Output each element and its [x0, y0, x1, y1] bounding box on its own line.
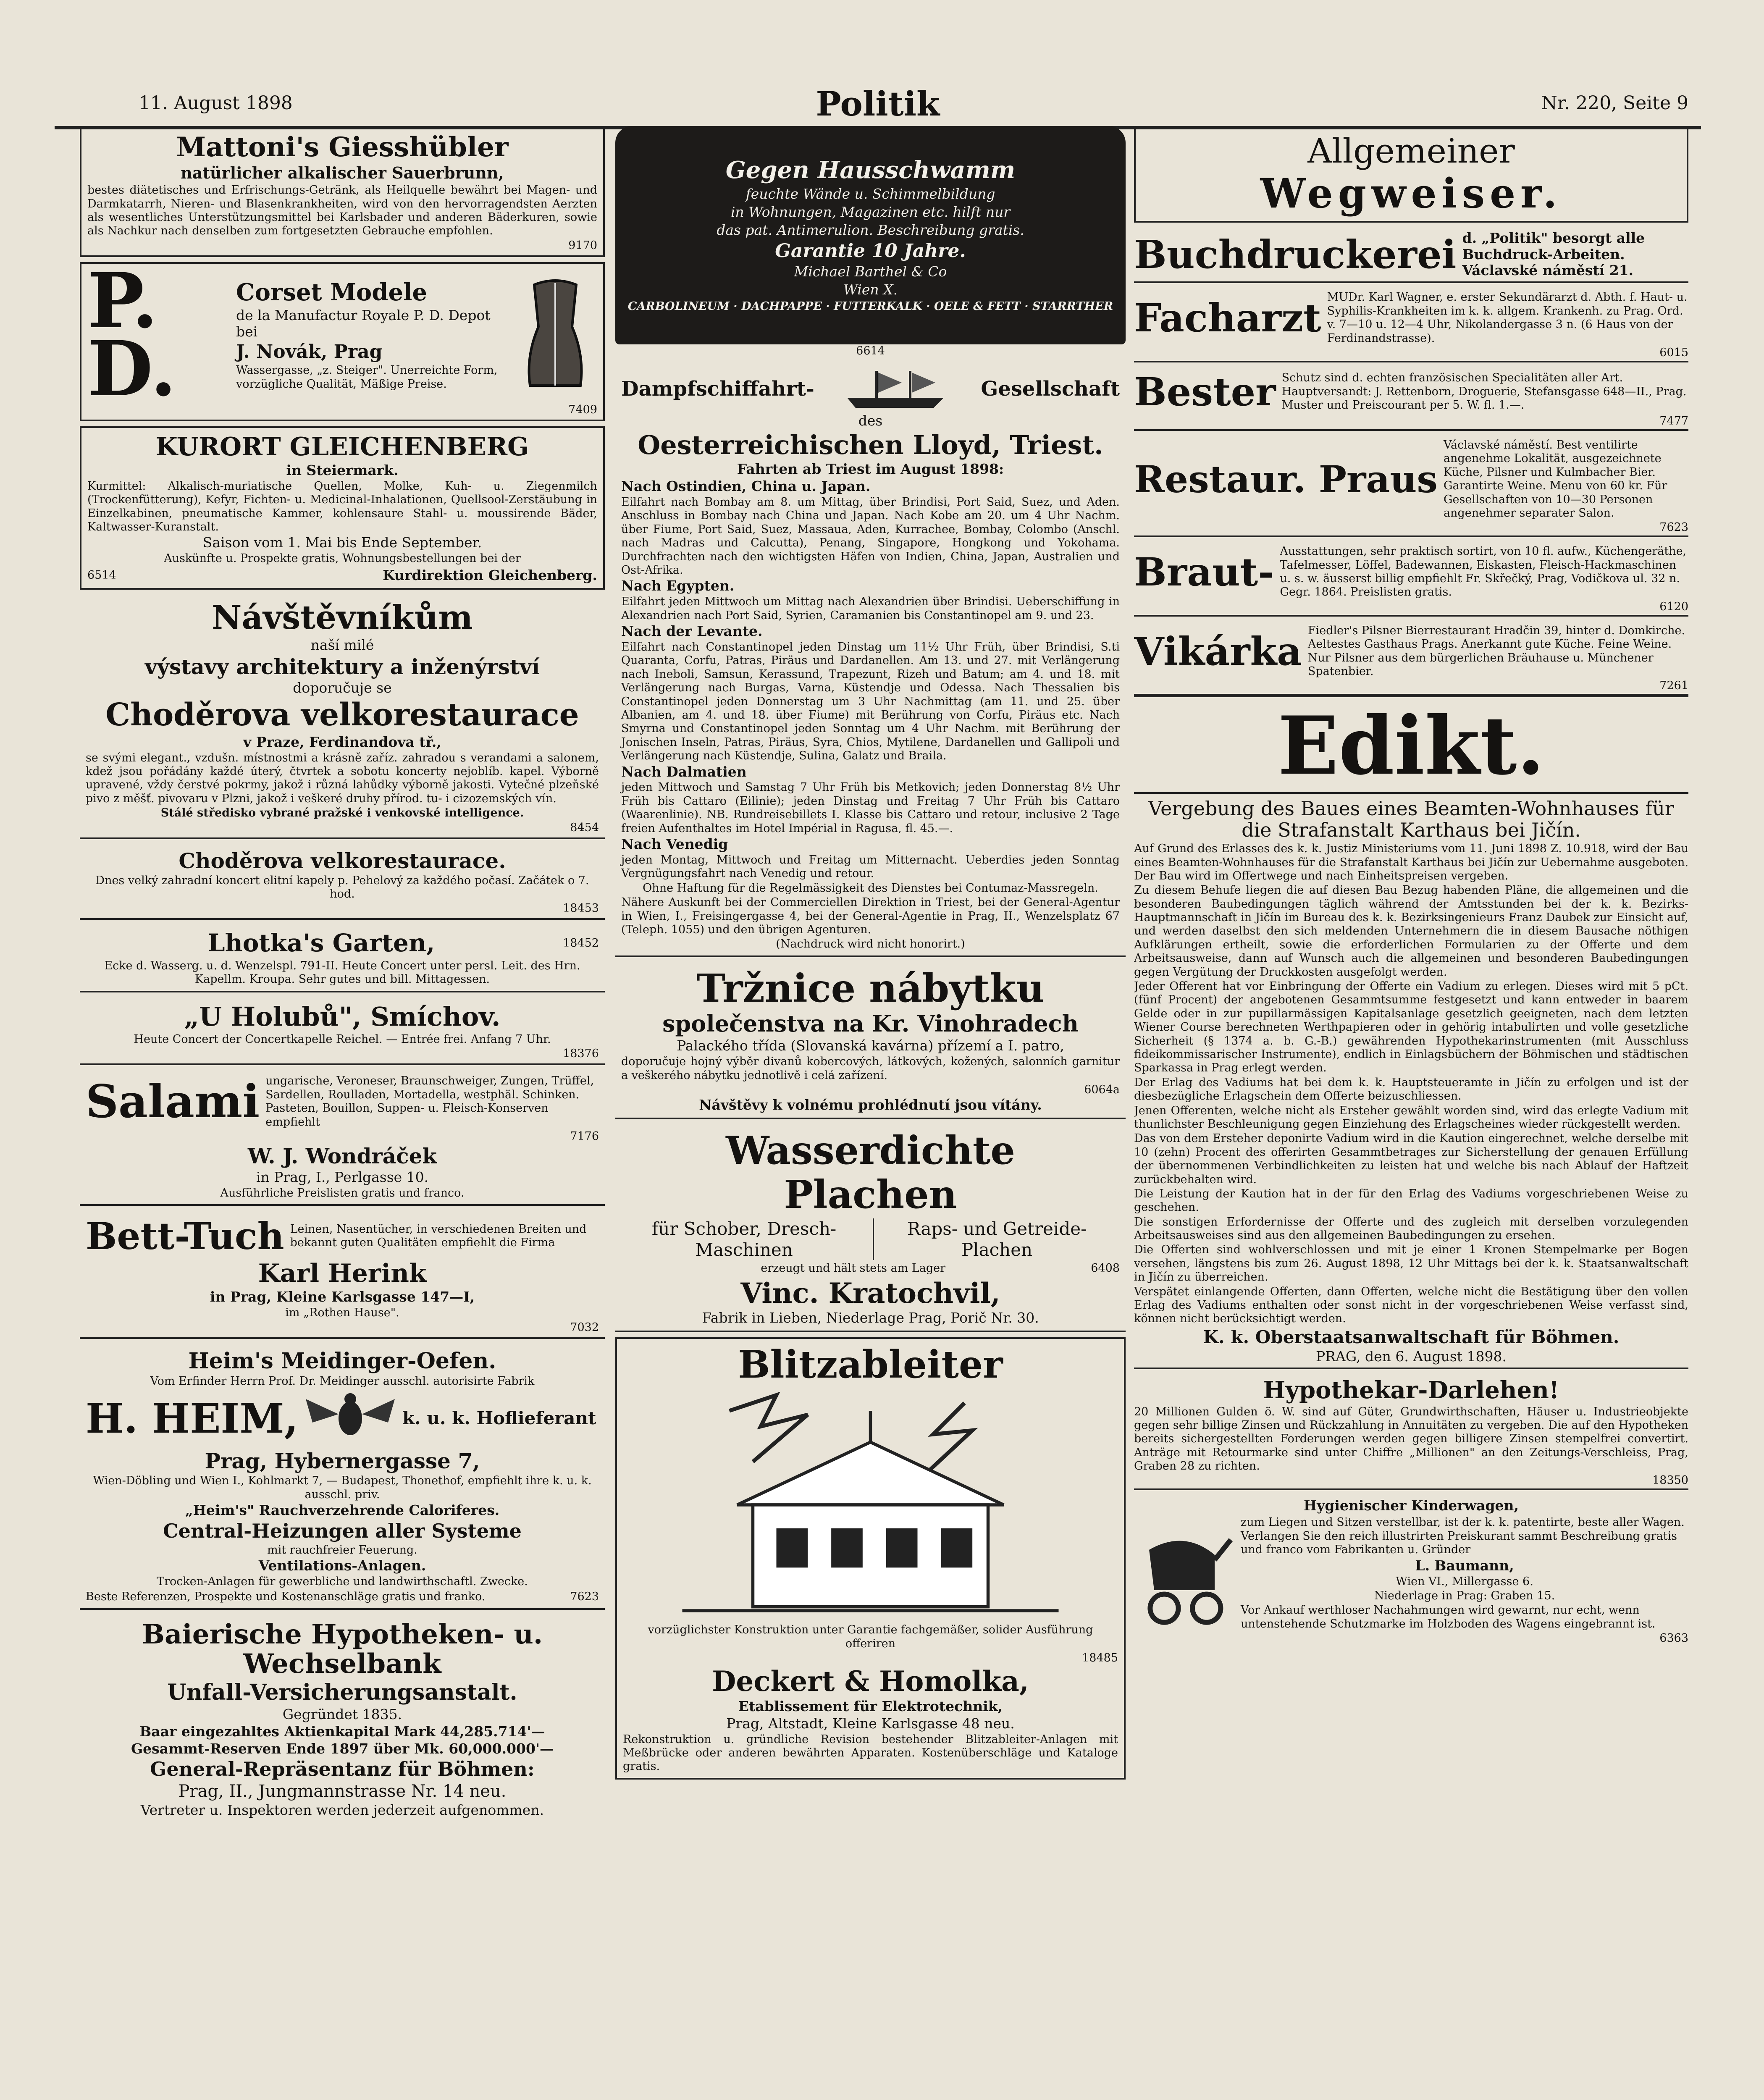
ad-line: Michael Barthel & Co [794, 263, 947, 280]
ad-body: Schutz sind d. echten französischen Specialitäten aller Art. Hauptversandt: J. Rettenborn, Droguerie, Stefansgasse 648—II., Prag. Muster und Preiscourant per 5. W. fl. 1.—. [1281, 371, 1687, 412]
ad-tail: Stálé středisko vybrané pražské i venkovské intelligence. [160, 806, 524, 820]
edict-heading: Vergebung des Baues eines Beamten-Wohnhauses für die Strafanstalt Karthaus bei Jičín. [1148, 797, 1674, 841]
ad-line: in Wohnungen, Magazinen etc. hilft nur [730, 204, 1011, 220]
ad-code: 6120 [1659, 600, 1688, 613]
ad-body: Ausstattungen, sehr praktisch sortirt, von 10 fl. aufw., Küchengeräthe, Tafelmesser, Löffel, Badewannen, Eiskasten, Fleisch-Hackmaschinen u. s. w. äusserst billig empfiehlt Fr. Skřečký, Prag, Vodičkova ul. 32 n. Gegr. 1864. Preislisten gratis. [1280, 545, 1687, 599]
issue-number: Nr. 220, Seite 9 [1541, 92, 1688, 114]
ad-agent: Niederlage in Prag: Graben 15. [1374, 1589, 1555, 1602]
ad-made: erzeugt und hält stets am Lager [761, 1262, 946, 1275]
ad-kinderwagen [1134, 1495, 1688, 1646]
edict-paragraph: Auf Grund des Erlasses des k. k. Justiz Ministeriums vom 11. Juni 1898 Z. 10.918, wird der Bau eines Beamten-Wohnhauses für die Strafanstalt Karthaus bei Jičín zur Uebernahme ausgeboten. Der Bau wird im Offertwege und nach Einheitspreisen vergeben. [1134, 842, 1688, 882]
ad-line: Wassergasse, „z. Steiger". Unerreichte Form, vorzügliche Qualität, Mäßige Preise. [236, 364, 498, 391]
ad-title: Tržnice nábytku [696, 965, 1045, 1011]
edict [1134, 702, 1688, 1369]
ad-body: Kurmittel: Alkalisch-muriatische Quellen, Molke, Kuh- u. Ziegenmilch (Trockenfütterung), Kefyr, Fichten- u. Medicinal-Inhalationen, Quellsool-Zerstäubung in Einzelkabinen, pneumatische Kammer, kohlensaure Stahl- u. moussirende Bäder, Kaltwasser-Kuranstalt. [87, 479, 597, 533]
ad-est: Etablissement für Elektrotechnik, [738, 1698, 1003, 1714]
ad-sub: Vom Erfinder Herrn Prof. Dr. Meidinger ausschl. autorisirte Fabrik [150, 1374, 535, 1388]
ad-des: des [858, 412, 883, 429]
ad-name: Choděrova velkorestaurace [105, 697, 579, 733]
ad-sub: společenstva na Kr. Vinohradech [662, 1010, 1079, 1037]
ad-address: in Prag, I., Perlgasse 10. [256, 1169, 429, 1185]
route-head: Nach Dalmatien [621, 763, 747, 780]
ad-word: Braut- [1134, 549, 1274, 595]
ad-title: Hygienischer Kinderwagen, [1303, 1497, 1519, 1514]
ad-body: Leinen, Nasentücher, in verschiedenen Breiten und bekannt guten Qualitäten empfiehlt die Firma [290, 1222, 587, 1250]
ad-plachen [615, 1124, 1126, 1332]
ad-code: 7032 [570, 1320, 599, 1334]
ad-firm: L. Baumann, [1415, 1557, 1514, 1574]
ad-code: 7409 [568, 403, 597, 416]
ad-word: Salami [86, 1075, 260, 1129]
ad-holubu [80, 998, 605, 1066]
ad-line: Garantie 10 Jahre. [775, 240, 966, 262]
route-head: Nach der Levante. [621, 623, 763, 640]
ad-betttuch [80, 1211, 605, 1339]
ad-head: Dampfschiffahrt- [621, 377, 814, 401]
ad-salami [80, 1070, 605, 1206]
ad-word: Bester [1134, 369, 1276, 415]
column-left [80, 126, 605, 2100]
ad-general: General-Repräsentanz für Böhmen: [150, 1758, 535, 1781]
route-head: Nach Venedig [621, 836, 728, 853]
ad-heim [80, 1344, 605, 1610]
ad-hypothekar [1134, 1374, 1688, 1491]
ad-tail: Návštěvy k volnému prohlédnutí jsou vítány. [699, 1096, 1042, 1113]
ad-list: ungarische, Veroneser, Braunschweiger, Zungen, Trüffel, Sardellen, Roulladen, Mortadella, westphäl. Schinken. Pasteten, Bouillon, Suppen- u. Fleisch-Konserven empfiehlt [265, 1074, 594, 1129]
ad-line: výstavy architektury a inženýrství [145, 654, 540, 680]
ad-title: Mattoni's Giesshübler [176, 131, 509, 163]
ad-note: Ohne Haftung für die Regelmässigkeit des Dienstes bei Contumaz-Massregeln. [643, 881, 1098, 895]
route-body: Eilfahrt nach Constantinopel jeden Dinstag um 11½ Uhr Früh, über Brindisi, S.ti Quaranta, Corfu, Patras, Piräus und Dardanellen. Am 13. und 27. mit Verlängerung nach Ineboli, Samsun, Kerassund, Trapezunt, Rizeh und Batum; am 4. und 18. mit Verlängerung nach Burgas, Varna, Küstendje und Odessa. Nach Thessalien bis Constantinopel jeden Donnerstag um 3 Uhr Nachmittag (am 11. und 25. über Albanien, am 4. und 18. über Fiume) mit Berührung von Corfu, Piräus etc. Nach Smyrna und Constantinopel jeden Sonntag um 4 Uhr Nachm. mit Berührung der Jonischen Inseln, Patras, Piräus, Syra, Chios, Mytilene, Dardanellen und Gallipoli und Verlängerung nach Küstendje, Sulina, Galatz und Braila. [621, 640, 1120, 763]
ad-vikarka [1134, 622, 1688, 698]
ad-lloyd [615, 362, 1126, 957]
ad-body: d. „Politik" besorgt alle Buchdruck-Arbeiten. Václavské náměstí 21. [1462, 229, 1645, 279]
ad-name: Choděrova velkorestaurace. [178, 848, 506, 873]
ad-code: 7623 [1659, 521, 1688, 534]
ship-icon [843, 366, 952, 412]
edict-place: PRAG, den 6. August 1898. [1315, 1348, 1507, 1365]
ad-body: vorzüglichster Konstruktion unter Garantie fachgemäßer, solider Ausführung offeriren [648, 1623, 1093, 1650]
edict-paragraph: Verspätet einlangende Offerten, dann Offerten, welche nicht die Bestätigung über den vollen Erlag des Vadiums enthalten oder sonst nicht in der vorgeschriebenen Weise verfasst sind, können nicht berücksichtigt werden. [1134, 1285, 1688, 1326]
ad-address: Wien VI., Millergasse 6. [1396, 1575, 1533, 1588]
ad-subtitle: natürlicher alkalischer Sauerbrunn, [181, 163, 504, 183]
edict-paragraph: Zu diesem Behufe liegen die auf diesen Bau Bezug habenden Pläne, die allgemeinen und die besonderen Baubedingungen täglich während der Amtsstunden bei der k. k. Bezirks-Hauptmannschaft in Jičín im Bureau des k. k. Bezirksingenieurs Franz Daubek zur Einsicht auf, und werden daselbst den sich meldenden Unternehmern die in diesem Bausache nöthigen Aufklärungen ertheilt, sowie die erforderlichen Formularien zu der Offerte und dem Arbeitsausweise, dann auf Wunsch auch die allgemeinen und besonderen Baubedingungen gegen Vergütung der Druckkosten ausgefolgt werden. [1134, 884, 1688, 979]
ad-bester [1134, 368, 1688, 431]
sponge-graphic [615, 126, 1126, 344]
ad-body: Václavské náměstí. Best ventilirte angenehme Lokalität, ausgezeichnete Küche, Pilsner und Kulmbacher Bier. Garantirte Weine. Menu von 60 kr. Für Gesellschaften von 10—30 Personen angenehmer separater Salon. [1443, 438, 1667, 520]
ad-code: 6015 [1659, 346, 1688, 359]
ad-season: Saison vom 1. Mai bis Ende September. [202, 534, 482, 551]
ad-body: Dnes velký zahradní koncert elitní kapely p. Pehelový za každého počasí. Začátek o 7. hod. [95, 874, 589, 900]
ad-firm: Vinc. Kratochvil, [740, 1276, 1000, 1310]
ad-body: bestes diätetisches und Erfrischungs-Getränk, als Heilquelle bewährt bei Magen- und Darmkatarrh, Nieren- und Blasenkrankheiten, wird von den hervorragendsten Aerzten als wesentliches Unterstützungsmittel bei Karlsbader und anderen Bäderkuren, sowie als Nachkur nach denselben zum fortgesetzten Gebrauche empfohlen. [87, 184, 597, 238]
ad-code: 7176 [570, 1130, 599, 1143]
pd-initials: P. D. [87, 262, 177, 413]
ad-lhotka [80, 925, 605, 992]
ad-code: 9170 [568, 239, 597, 252]
ad-name: „U Holubů", Smíchov. [184, 1001, 501, 1032]
ad-body: zum Liegen und Sitzen verstellbar, ist der k. k. patentirte, beste aller Wagen. Verlangen Sie den reich illustrirten Preiskurant sammt Beschreibung gratis und franco vom Fabrikanten u. Gründer [1241, 1516, 1685, 1557]
route-body: jeden Montag, Mittwoch und Freitag um Mitternacht. Ueberdies jeden Sonntag Vergnügungsfahrt nach Venedig und retour. [621, 853, 1120, 880]
ad-hausschwamm [615, 126, 1126, 357]
ad-address: v Praze, Ferdinandova tř., [243, 733, 441, 750]
ad-body: Heute Concert der Concertkapelle Reichel. — Entrée frei. Anfang 7 Uhr. [134, 1033, 551, 1046]
route-head: Nach Ostindien, China u. Japan. [621, 478, 871, 495]
eagle-icon [304, 1389, 396, 1448]
ad-products: CARBOLINEUM · DACHPAPPE · FUTTERKALK · OELE & FETT · STARRTHER [627, 300, 1113, 313]
ad-chodera [80, 595, 605, 839]
ad-capital: Baar eingezahltes Aktienkapital Mark 44,285.714'— [139, 1723, 545, 1740]
ad-vent: Ventilations-Anlagen. [258, 1557, 426, 1574]
ad-firm: J. Novák, Prag [236, 341, 383, 362]
ad-tail: Vertreter u. Inspektoren werden jederzeit aufgenommen. [140, 1802, 544, 1819]
ad-body: Fiedler's Pilsner Bierrestaurant Hradčin 39, hinter d. Domkirche. Aeltestes Gasthaus Prags. Anerkannt gute Küche. Feine Weine. Nur Pilsner aus dem bürgerlichen Bräuhause u. Münchener Spatenbier. [1307, 624, 1685, 678]
ad-praus [1134, 436, 1688, 537]
ad-address: in Prag, Kleine Karlsgasse 147—I, [210, 1289, 475, 1305]
edict-paragraph: Der Erlag des Vadiums hat bei dem k. k. Hauptsteueramte in Jičín zu erfolgen und ist der diesbezügliche Erlagschein dem Offerte beizuschliessen. [1134, 1076, 1688, 1103]
ad-title: Wasserdichte [726, 1127, 1015, 1173]
edict-paragraph: Jenen Offerenten, welche nicht als Ersteher gewählt worden sind, wird das erlegte Vadium mit thunlichster Beschleunigung gegen Einziehung des Erlagscheines wieder rückgestellt werden. [1134, 1104, 1688, 1131]
ad-code: 18452 [563, 936, 599, 950]
ad-body: 20 Millionen Gulden ö. W. sind auf Güter, Grundwirthschaften, Häuser u. Industrieobjekte gegen sehr billige Zinsen und Rückzahlung in Annuitäten zu vergeben. Die auf den Hypotheken bereits sichergestellten Forderungen werden gegen billigere Zinsen stempelfrei convertirt. Anträge mit Retourmarke sind unter Chiffre „Millionen" an den Zeitungs-Verschleiss, Prag, Graben 28 zu richten. [1134, 1405, 1688, 1473]
ad-trznice [615, 962, 1126, 1119]
route-body: Eilfahrt jeden Mittwoch um Mittag nach Alexandrien über Brindisi. Ueberschiffung in Alexandrien nach Port Said, Syrien, Caramanien bis Constantinopel am 9. und 23. [621, 595, 1120, 622]
ad-name: Lhotka's Garten, [207, 929, 435, 958]
ad-code: 6514 [87, 568, 116, 582]
ad-address: Prag, Hybernergasse 7, [205, 1449, 480, 1474]
ad-head: Gesellschaft [981, 377, 1120, 401]
ad-code: 6614 [856, 344, 885, 357]
issue-date: 11. August 1898 [139, 92, 293, 114]
ad-insurance: Unfall-Versicherungsanstalt. [167, 1680, 517, 1706]
edict-paragraph: Das von dem Ersteher deponirte Vadium wird in die Kaution eingerechnet, welche derselbe mit 10 (zehn) Procent des offerirten Gesammtbetrages zur Sicherstellung der genauen Erfüllung der übernommenen Verbindlichkeiten zu leisten hat und welche bis nach Ablauf der Haftzeit zurückbehalten wird. [1134, 1132, 1688, 1186]
ad-code: 8454 [570, 821, 599, 834]
ad-code: 18350 [1652, 1474, 1688, 1487]
ad-title: Corset Modele [236, 278, 427, 307]
ad-sub: Fahrten ab Triest im August 1898: [737, 461, 1004, 478]
ad-word: Facharzt [1134, 295, 1321, 341]
ad-body: MUDr. Karl Wagner, e. erster Sekundärarzt d. Abth. f. Haut- u. Syphilis-Krankheiten im k. k. allgem. Krankenh. zu Prag. Ord. v. 7—10 u. 12—4 Uhr, Nikolandergasse 3 n. (6 Haus von der Ferdinandstrasse). [1327, 291, 1688, 345]
ad-title: Hypothekar-Darlehen! [1263, 1376, 1559, 1404]
banner-line: Wegweiser. [1260, 170, 1562, 217]
ad-word: Buchdruckerei [1134, 232, 1457, 277]
ad-address: Prag, II., Jungmannstrasse Nr. 14 neu. [178, 1782, 507, 1801]
ad-body: Ecke d. Wasserg. u. d. Wenzelspl. 791-II. Heute Concert unter persl. Leit. des Hrn. Kapellm. Kroupa. Sehr gutes und bill. Mittagessen. [104, 959, 580, 986]
column-right [1134, 126, 1688, 2100]
ad-code: 6408 [1091, 1262, 1120, 1275]
ad-facharzt [1134, 288, 1688, 362]
ad-address: Prag, Altstadt, Kleine Karlsgasse 48 neu. [726, 1715, 1015, 1732]
ad-central: Central-Heizungen aller Systeme [163, 1519, 522, 1542]
corset-icon [513, 276, 597, 394]
route-body: jeden Mittwoch und Samstag 7 Uhr Früh bis Metkovich; jeden Donnerstag 8½ Uhr Früh bis Cattaro (Eilinie); jeden Dinstag und Freitag 7 Uhr Früh bis Cattaro (Waarenlinie). NB. Rundreisebillets I. Klasse bis Cattaro und retour, inclusive 2 Tage freien Aufenthaltes im Hotel Impérial in Ragusa, fl. 45.—. [621, 781, 1120, 835]
edict-signature: K. k. Oberstaatsanwaltschaft für Böhmen. [1203, 1326, 1620, 1347]
ad-line: Wien X. [843, 281, 898, 298]
ad-branches: Wien-Döbling und Wien I., Kohlmarkt 7, — Budapest, Thonethof, empfiehlt ihre k. u. k. ausschl. priv. [93, 1474, 592, 1501]
edict-paragraph: Die sonstigen Erfordernisse der Offerte und des zugleich mit derselben vorzulegenden Arbeitsausweises sind aus den allgemeinen Baubedingungen zu ersehen. [1134, 1215, 1688, 1242]
newspaper-title: Politik [816, 84, 940, 123]
house-lightning-rod-icon [623, 1387, 1118, 1622]
ad-corset [80, 262, 605, 421]
ad-line: doporučuje se [293, 680, 392, 696]
ad-title: Blitzableiter [738, 1342, 1003, 1387]
ad-house: im „Rothen Hause". [285, 1306, 399, 1320]
ad-code: 18376 [563, 1047, 599, 1060]
edict-title: Edikt. [1278, 702, 1545, 793]
ad-chodera-concert [80, 844, 605, 920]
ad-code: 6363 [1659, 1632, 1688, 1645]
ad-firm: W. J. Wondráček [247, 1144, 437, 1168]
route-head: Nach Egypten. [621, 578, 735, 594]
ad-word: Bett-Tuch [86, 1214, 284, 1258]
ad-tail: Vor Ankauf werthloser Nachahmungen wird gewarnt, nur echt, wenn untenstehende Schutzmarke im Holzboden des Wagens eingebrannt ist. [1241, 1604, 1656, 1630]
ad-name: Oesterreichischen Lloyd, Triest. [638, 429, 1103, 460]
column-middle [615, 126, 1126, 2100]
ad-address: Fabrik in Lieben, Niederlage Prag, Porič Nr. 30. [702, 1310, 1039, 1326]
ad-mattoni [80, 126, 605, 257]
ad-info: Nähere Auskunft bei der Commerciellen Direktion in Triest, bei der General-Agentur in Wien, I., Freisingergasse 4, bei der General-Agentie in Prag, II., Wenzelsplatz 67 (Teleph. 1055) und den übrigen Agenturen. [621, 896, 1120, 936]
ad-code: 7623 [570, 1590, 599, 1604]
ad-code: 6064a [1084, 1083, 1120, 1096]
ad-line: das pat. Antimerulion. Beschreibung gratis. [717, 221, 1024, 238]
ad-name: Baierische Hypotheken- u. Wechselbank [142, 1618, 543, 1680]
page-header [55, 84, 1701, 129]
ad-line: feuchte Wände u. Schimmelbildung [746, 186, 995, 202]
banner-line: Allgemeiner [1307, 131, 1515, 171]
ad-name: H. HEIM, [86, 1394, 299, 1442]
ad-line: de la Manufactur Royale P. D. Depot bei [236, 307, 491, 340]
ad-title: KURORT GLEICHENBERG [155, 432, 529, 462]
route-body: Eilfahrt nach Bombay am 8. um Mittag, über Brindisi, Port Said, Suez, und Aden. Anschluss in Bombay nach China und Japan. Nach Kobe am 20. um 4 Uhr Nachm. über Fiume, Port Said, Suez, Massaua, Aden, Kurrachee, Bombay, Colombo (Anschl. nach Madras und Calcutta), Penang, Singapore, Hongkong und Yokohama. Durchfrachten nach den wichtigsten Häfen von Indien, China, Japan, Australien und Ost-Afrika. [621, 496, 1120, 577]
ad-buchdruckerei [1134, 228, 1688, 284]
ad-title: Heim's Meidinger-Oefen. [188, 1348, 496, 1374]
ad-line: naší milé [310, 637, 374, 654]
ad-kuk: k. u. k. Hoflieferant [402, 1408, 596, 1429]
ad-calorifers: „Heim's" Rauchverzehrende Caloriferes. [185, 1502, 500, 1519]
ad-right: Raps- und Getreide-Plachen [873, 1218, 1120, 1260]
ad-body: doporučuje hojný výběr divanů kobercových, látkových, kožených, salonních garnitur a veškerého nábytku jednotlivě i celá zařízení. [621, 1055, 1120, 1082]
ad-title: Plachen [784, 1172, 957, 1218]
ad-address: Palackého třída (Slovanská kavárna) přízemí a I. patro, [677, 1037, 1064, 1054]
edict-paragraph: Die Leistung der Kaution hat in der für den Erlag des Vadiums vorgeschriebenen Weise zu geschehen. [1134, 1187, 1688, 1214]
ad-blitzableiter [615, 1337, 1126, 1779]
ad-left: für Schober, Dresch-Maschinen [651, 1218, 837, 1260]
ad-line: Gegen Hausschwamm [725, 156, 1016, 184]
ad-bank [80, 1615, 605, 1823]
ad-founded: Gegründet 1835. [282, 1706, 402, 1722]
wegweiser-banner [1134, 126, 1688, 223]
ad-firm: Karl Herink [258, 1259, 427, 1289]
pram-icon [1134, 1530, 1235, 1630]
ad-feed: mit rauchfreier Feuerung. [267, 1543, 417, 1557]
ad-code: 7261 [1659, 679, 1688, 693]
ad-place: in Steiermark. [286, 462, 399, 478]
ad-tail: Ausführliche Preislisten gratis und franco. [220, 1186, 465, 1200]
ad-code: 7477 [1659, 414, 1688, 428]
ad-code: 18485 [1082, 1651, 1118, 1665]
ad-title: Návštěvníkům [212, 598, 473, 637]
ad-braut [1134, 542, 1688, 617]
ad-refs: Beste Referenzen, Prospekte und Kostenanschläge gratis und franko. [86, 1590, 486, 1604]
ad-gleichenberg [80, 426, 605, 590]
ad-reserve: Gesammt-Reserven Ende 1897 über Mk. 60,000.000'— [131, 1740, 554, 1757]
edict-paragraph: Jeder Offerent hat vor Einbringung der Offerte ein Vadium zu erlegen. Dieses wird mit 5 pCt. (fünf Procent) der angebotenen Gesammtsumme festgesetzt und kann entweder in baarem Gelde oder in zur pupillarmässigen Kapitalsanlage gesetzlich geeigneten, nach dem letzten Wiener Course berechneten Werthpapieren oder in gehörig intabulirten und volle gesetzliche Sicherheit (§ 1374 a. b. G.-B.) gewährenden Hypothekarinstrumenten (mit Ausschluss fideikommissarischer Instrumente), endlich in Einlagsbüchern der Böhmischen und städtischen Sparkassa in Prag erlegt werden. [1134, 980, 1688, 1075]
ad-word: Restaur. Praus [1134, 457, 1438, 501]
ad-info: Auskünfte u. Prospekte gratis, Wohnungsbestellungen bei der [164, 552, 521, 565]
ad-body: se svými elegant., vzdušn. místnostmi a krásně zaříz. zahradou s verandami a salonem, kdež jsou pořádány každé úterý, čtvrtek a sobotu koncerty nejoblíb. kapel. Výborně upravené, vždy čerstvé pokrmy, jakož i různá lahůdky výborně jakosti. Vytečné plzeňské pivo z měšť. pivovaru v Plzni, jakož i veškeré druhy přírod. tu- i cizozemských vín. [86, 751, 599, 805]
ad-nachdruck: (Nachdruck wird nicht honorirt.) [776, 937, 965, 951]
ad-code: 18453 [563, 902, 599, 915]
edict-paragraph: Die Offerten sind wohlverschlossen und mit je einer 1 Kronen Stempelmarke per Bogen versehen, längstens bis zum 26. August 1898, 12 Uhr Mittags bei der k. k. Staatsanwaltschaft in Jičín zu überreichen. [1134, 1243, 1688, 1284]
ad-direction: Kurdirektion Gleichenberg. [383, 567, 597, 583]
ad-dry: Trocken-Anlagen für gewerbliche und landwirthschaftl. Zwecke. [157, 1575, 528, 1588]
ad-tail: Rekonstruktion u. gründliche Revision bestehender Blitzableiter-Anlagen mit Meßbrücke oder anderen bewährten Apparaten. Kostenüberschläge und Kataloge gratis. [623, 1732, 1118, 1773]
ad-word: Vikárka [1134, 628, 1302, 674]
ad-firm: Deckert & Homolka, [712, 1665, 1029, 1698]
